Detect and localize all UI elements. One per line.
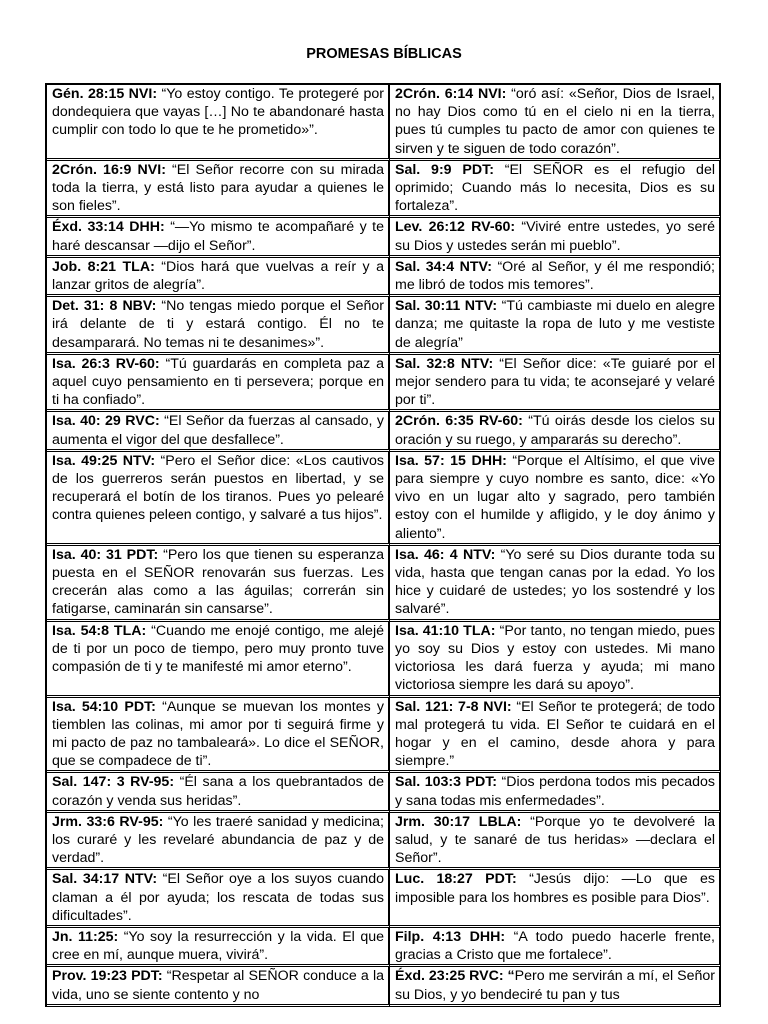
verse-text: “El Señor te protegerá; de todo mal protegerá tu vida. El Señor te cuidará en el hogar y en el camino, desde ahora y para siempre.” bbox=[395, 698, 715, 770]
verse-cell-right bbox=[390, 870, 721, 928]
verse-cell-left bbox=[47, 813, 390, 871]
verse-text: “El Señor oye a los suyos cuando claman a él por ayuda; los rescata de todas sus dificultades”. bbox=[52, 871, 384, 924]
verse-text: “Tú guardarás en completa paz a aquel cuyo pensamiento en ti persevera; porque en ti ha confiado”. bbox=[52, 355, 385, 409]
verse-cell-left bbox=[47, 870, 390, 928]
verse-reference: 2Crón. 16:9 NVI: bbox=[52, 161, 166, 178]
verse-reference: Lev. 26:12 RV-60: bbox=[395, 219, 516, 236]
verse-cell-left bbox=[47, 546, 390, 622]
promises-table bbox=[45, 83, 721, 1007]
verse-reference: Job. 8:21 TLA: bbox=[52, 258, 155, 275]
verse-cell-left bbox=[47, 928, 390, 967]
verse-reference: Isa. 26:3 RV-60: bbox=[52, 355, 160, 372]
table-row bbox=[47, 967, 721, 1006]
verse-text: “Respetar al SEÑOR conduce a la vida, uno se siente contento y no bbox=[52, 968, 384, 1003]
verse-text: “Viviré entre ustedes, yo seré su Dios y ustedes serán mi pueblo”. bbox=[395, 219, 715, 254]
verse-text: “Yo estoy contigo. Te protegeré por dondequiera que vayas […] No te abandonaré hasta cumplir con todo lo que te he prometido»”. bbox=[52, 86, 384, 139]
table-row bbox=[47, 622, 721, 698]
verse-text: “oró así: «Señor, Dios de Israel, no hay Dios como tú en el cielo ni en la tierra, pues tú cumples tu pacto de amor con quienes te sirven y te siguen de todo corazón”. bbox=[395, 86, 715, 157]
verse-text: “Aunque se muevan los montes y tiemblen las colinas, mi amor por ti seguirá firme y mi pacto de paz no tambaleará». Lo dice el SEÑOR, que se compadece de ti”. bbox=[52, 698, 384, 770]
verse-reference: Luc. 18:27 PDT: bbox=[395, 871, 517, 888]
table-row bbox=[47, 928, 721, 967]
verse-reference: Gén. 28:15 NVI: bbox=[52, 86, 158, 102]
verse-cell-right bbox=[390, 813, 721, 871]
verse-text: “Yo seré su Dios durante toda su vida, hasta que tengan canas por la edad. Yo los hice y cuidaré de ustedes; yo los sostendré y los salvaré”. bbox=[395, 546, 715, 618]
verse-reference: Isa. 54:10 PDT: bbox=[52, 698, 156, 715]
verse-text: “Dios perdona todos mis pecados y sana todas mis enfermedades”. bbox=[395, 774, 715, 809]
verse-cell-left bbox=[47, 622, 390, 698]
verse-cell-left bbox=[47, 85, 390, 161]
verse-text: “Pero los que tienen su esperanza puesta en el SEÑOR renovarán sus fuerzas. Les crecerán alas como a las águilas; correrán sin fatigarse, caminarán sin cansarse”. bbox=[52, 546, 384, 618]
verse-cell-right bbox=[390, 698, 721, 774]
table-row bbox=[47, 161, 721, 219]
table-row bbox=[47, 412, 721, 451]
verse-reference: Sal. 103:3 PDT: bbox=[395, 774, 498, 791]
verse-text: “Dios hará que vuelvas a reír y a lanzar gritos de alegría”. bbox=[52, 258, 385, 294]
verse-reference: Jrm. 33:6 RV-95: bbox=[52, 813, 164, 830]
table-row bbox=[47, 870, 721, 928]
verse-reference: 2Crón. 6:14 NVI: bbox=[395, 86, 507, 102]
table-row bbox=[47, 258, 721, 297]
verse-text: “Por tanto, no tengan miedo, pues yo soy su Dios y estoy con ustedes. Mi mano victoriosa les dará fuerza y ayuda; mi mano victoriosa siempre les dará su apoyo”. bbox=[395, 622, 715, 694]
verse-cell-right bbox=[390, 452, 721, 546]
verse-cell-right bbox=[390, 85, 721, 161]
verse-text: “Yo soy la resurrección y la vida. El que cree en mí, aunque muera, vivirá”. bbox=[52, 928, 384, 964]
verse-text: “Oré al Señor, y él me respondió; me libró de todos mis temores”. bbox=[395, 258, 715, 294]
document-title: PROMESAS BÍBLICAS bbox=[306, 46, 462, 62]
verse-text: “Yo les traeré sanidad y medicina; los curaré y les revelaré abundancia de paz y de verdad”. bbox=[52, 813, 384, 867]
verse-reference: Isa. 54:8 TLA: bbox=[52, 622, 147, 639]
verse-cell-left bbox=[47, 297, 390, 355]
verse-reference: Éxd. 23:25 RVC: “ bbox=[395, 968, 515, 985]
verse-cell-left bbox=[47, 218, 390, 257]
verse-cell-right bbox=[390, 355, 721, 413]
verse-reference: Prov. 19:23 PDT: bbox=[52, 968, 163, 985]
verse-cell-right bbox=[390, 546, 721, 622]
promises-table-container bbox=[45, 83, 721, 1003]
verse-cell-right bbox=[390, 967, 721, 1006]
verse-text: “No tengas miedo porque el Señor irá delante de ti y estará contigo. Él no te desamparará. No temas ni te desanimes»”. bbox=[52, 298, 385, 351]
verse-cell-right bbox=[390, 622, 721, 698]
verse-text: “Tú oirás desde los cielos su oración y su ruego, y ampararás su derecho”. bbox=[395, 413, 715, 448]
verse-reference: Isa. 41:10 TLA: bbox=[395, 622, 496, 639]
verse-reference: Det. 31: 8 NBV: bbox=[52, 298, 157, 315]
verse-text: “—Yo mismo te acompañaré y te haré descansar —dijo el Señor”. bbox=[52, 219, 385, 254]
verse-cell-left bbox=[47, 161, 390, 219]
verse-text: “Tú cambiaste mi duelo en alegre danza; me quitaste la ropa de luto y me vestiste de alegría” bbox=[395, 298, 715, 351]
verse-text: “El Señor dice: «Te guiaré por el mejor sendero para tu vida; te aconsejaré y velaré por ti”. bbox=[395, 355, 715, 409]
verse-text: Pero me servirán a mí, el Señor su Dios, y yo bendeciré tu pan y tus bbox=[395, 968, 716, 1003]
table-row bbox=[47, 218, 721, 257]
verse-cell-left bbox=[47, 967, 390, 1006]
verse-reference: Filp. 4:13 DHH: bbox=[395, 928, 506, 945]
table-row bbox=[47, 297, 721, 355]
verse-reference: Jn. 11:25: bbox=[52, 928, 119, 945]
verse-reference: Sal. 34:17 NTV: bbox=[52, 871, 158, 888]
verse-text: “Cuando me enojé contigo, me alejé de ti por un poco de tiempo, pero muy pronto tuve compasión de ti y te manifesté mi amor eterno”. bbox=[52, 622, 384, 676]
verse-cell-right bbox=[390, 773, 721, 812]
verse-cell-left bbox=[47, 773, 390, 812]
verse-reference: Isa. 40: 29 RVC: bbox=[52, 413, 160, 430]
verse-text: “A todo puedo hacerle frente, gracias a Cristo que me fortalece”. bbox=[395, 928, 715, 964]
verse-text: “Jesús dijo: —Lo que es imposible para los hombres es posible para Dios”. bbox=[395, 871, 715, 906]
verse-reference: Isa. 40: 31 PDT: bbox=[52, 546, 159, 563]
verse-text: “El SEÑOR es el refugio del oprimido; Cuando más lo necesita, Dios es su fortaleza”. bbox=[395, 161, 715, 215]
verse-cell-right bbox=[390, 258, 721, 297]
verse-text: “Pero el Señor dice: «Los cautivos de los guerreros serán puestos en libertad, y se recuperará el botín de los tiranos. Pues yo pelearé contra quienes peleen contigo, y salvaré a tus hijos”. bbox=[52, 452, 384, 524]
verse-cell-left bbox=[47, 452, 390, 546]
verse-cell-right bbox=[390, 297, 721, 355]
table-row bbox=[47, 85, 721, 161]
table-row bbox=[47, 452, 721, 546]
verse-reference: Sal. 32:8 NTV: bbox=[395, 355, 494, 372]
verse-cell-left bbox=[47, 355, 390, 413]
verse-reference: Sal. 34:4 NTV: bbox=[395, 258, 492, 275]
verse-cell-right bbox=[390, 218, 721, 257]
verse-reference: Sal. 30:11 NTV: bbox=[395, 298, 498, 315]
verse-reference: Sal. 9:9 PDT: bbox=[395, 161, 494, 178]
verse-text: “El Señor da fuerzas al cansado, y aumenta el vigor del que desfallece”. bbox=[52, 413, 384, 448]
verse-reference: 2Crón. 6:35 RV-60: bbox=[395, 413, 523, 430]
verse-cell-right bbox=[390, 161, 721, 219]
verse-cell-right bbox=[390, 928, 721, 967]
verse-reference: Isa. 57: 15 DHH: bbox=[395, 452, 507, 469]
table-row bbox=[47, 355, 721, 413]
table-row bbox=[47, 813, 721, 871]
verse-cell-right bbox=[390, 412, 721, 451]
verse-cell-left bbox=[47, 698, 390, 774]
table-row bbox=[47, 773, 721, 812]
verse-text: “Él sana a los quebrantados de corazón y venda sus heridas”. bbox=[52, 774, 385, 809]
verse-reference: Isa. 46: 4 NTV: bbox=[395, 546, 496, 563]
verse-text: “Porque yo te devolveré la salud, y te sanaré de tus heridas» —declara el Señor”. bbox=[395, 813, 716, 867]
verse-reference: Éxd. 33:14 DHH: bbox=[52, 219, 165, 236]
verse-reference: Jrm. 30:17 LBLA: bbox=[395, 813, 522, 830]
promises-table-body bbox=[47, 85, 721, 1007]
verse-reference: Isa. 49:25 NTV: bbox=[52, 452, 156, 469]
table-row bbox=[47, 698, 721, 774]
table-row bbox=[47, 546, 721, 622]
verse-reference: Sal. 121: 7-8 NVI: bbox=[395, 698, 512, 715]
verse-reference: Sal. 147: 3 RV-95: bbox=[52, 774, 175, 791]
verse-text: “Porque el Altísimo, el que vive para siempre y cuyo nombre es santo, dice: «Yo vivo en un lugar alto y sagrado, pero también estoy con el humilde y afligido, y le doy ánimo y aliento”. bbox=[395, 452, 715, 542]
verse-text: “El Señor recorre con su mirada toda la tierra, y está listo para ayudar a quienes le son fieles”. bbox=[52, 161, 384, 215]
verse-cell-left bbox=[47, 412, 390, 451]
verse-cell-left bbox=[47, 258, 390, 297]
